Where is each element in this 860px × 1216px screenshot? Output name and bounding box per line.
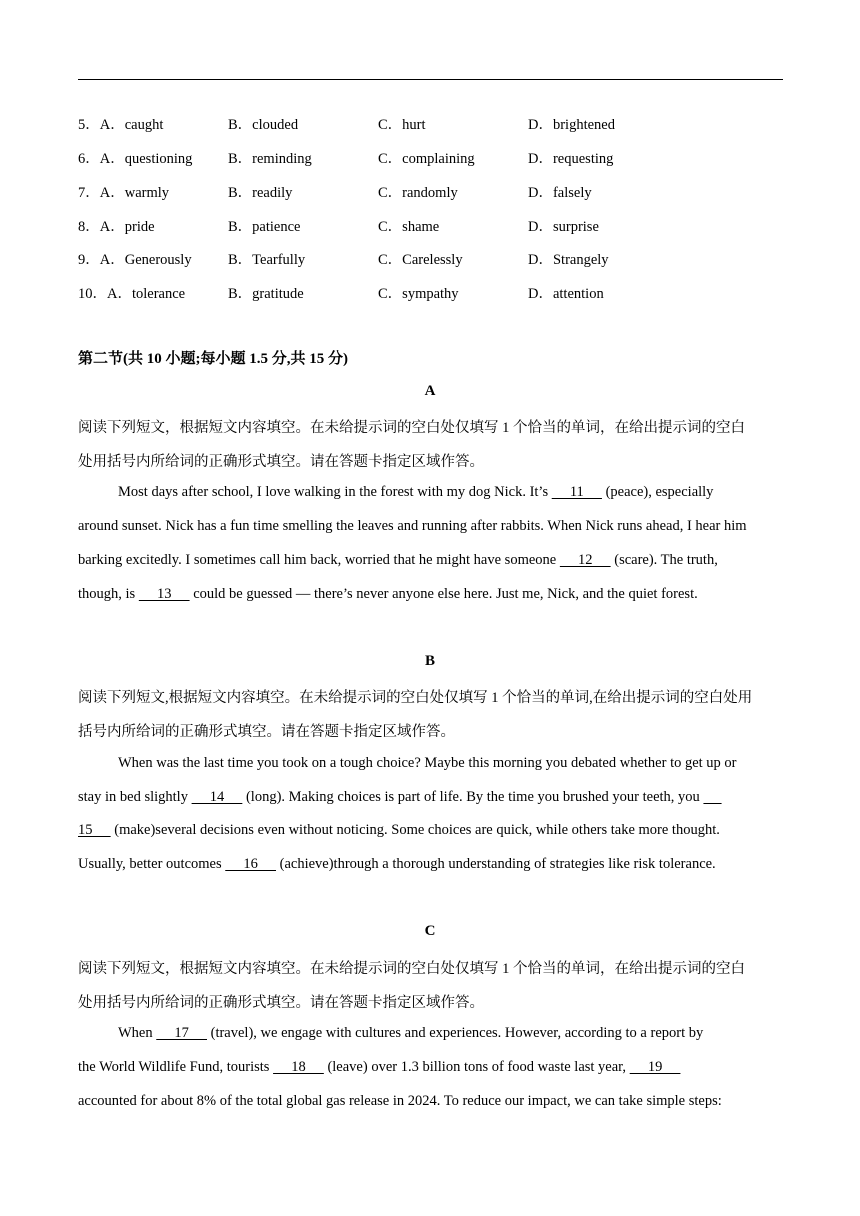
blank-13: 13 (138, 586, 190, 602)
part-c-text-line-2 (78, 1059, 680, 1076)
blank-16: 16 (225, 856, 276, 872)
option-d: D．Strangely (528, 252, 609, 268)
option-a (78, 215, 155, 236)
blank-15-start (703, 789, 721, 806)
part-a-instruction-line-2: 处用括号内所给词的正确形式填空。请在答题卡指定区域作答。 (78, 454, 484, 470)
part-c-heading: C (424, 923, 436, 939)
option-d: D．falsely (528, 185, 592, 201)
question-number: 6．A． (78, 151, 125, 167)
option-a (78, 248, 192, 269)
text: (achieve)through a thorough understanding of strategies like risk tolerance. (276, 856, 716, 872)
option-d: D．requesting (528, 151, 614, 167)
part-a-text-line-4 (78, 586, 698, 603)
question-number: 5．A． (78, 117, 125, 133)
text: (travel), we engage with cultures and experiences. However, according to a report by (207, 1025, 704, 1041)
option-c: C．randomly (378, 185, 458, 201)
option-c: C．complaining (378, 151, 475, 167)
option-a-text: questioning (124, 151, 193, 167)
option-b: B．readily (228, 185, 293, 201)
part-b-text-line-3 (78, 822, 720, 839)
text: stay in bed slightly (78, 789, 192, 805)
part-c-text-line-3: accounted for about 8% of the total global gas release in 2024. To reduce our impact, we can take simple steps: (78, 1093, 722, 1109)
text: could be guessed — there’s never anyone else here. Just me, Nick, and the quiet forest. (189, 586, 698, 602)
blank-19: 19 (629, 1059, 681, 1075)
blank-18: 18 (273, 1059, 324, 1075)
option-a-text: warmly (124, 185, 170, 201)
part-b-text-line-2 (78, 789, 722, 806)
text: Usually, better outcomes (78, 856, 226, 872)
part-b-instruction-line-1: 阅读下列短文,根据短文内容填空。在未给提示词的空白处仅填写 1 个恰当的单词,在给出提示词的空白处用 (78, 690, 753, 706)
blank-17: 17 (156, 1025, 207, 1041)
text: though, is (78, 586, 139, 602)
text: (leave) over 1.3 billion tons of food waste last year, (323, 1059, 630, 1075)
part-b-heading: B (424, 653, 435, 669)
blank-15: 15 (78, 822, 111, 838)
section-title: 第二节(共 10 小题;每小题 1.5 分,共 15 分) (78, 351, 348, 367)
option-c: C．sympathy (378, 286, 459, 302)
part-b-text-line-4 (78, 856, 716, 873)
header-rule (78, 79, 783, 80)
text: barking excitedly. I sometimes call him back, worried that he might have someone (78, 552, 560, 568)
option-d: D．brightened (528, 117, 615, 133)
text: When (118, 1025, 157, 1041)
option-b: B．clouded (228, 117, 299, 133)
option-c: C．hurt (378, 117, 426, 133)
part-c-instruction-line-1: 阅读下列短文，根据短文内容填空。在未给提示词的空白处仅填写 1 个恰当的单词，在给出提示词的空白 (78, 961, 745, 977)
option-c: C．Carelessly (378, 252, 463, 268)
option-b: B．reminding (228, 151, 312, 167)
option-b: B．gratitude (228, 286, 304, 302)
part-a-text-line-3 (78, 552, 718, 569)
text: Most days after school, I love walking in the forest with my dog Nick. It’s (118, 484, 552, 500)
part-a-text-line-1 (118, 484, 713, 501)
question-number: 9．A． (78, 252, 125, 268)
text: (peace), especially (601, 484, 714, 500)
option-d: D．attention (528, 286, 604, 302)
option-a-text: Generously (124, 252, 192, 268)
part-a-heading: A (424, 383, 436, 399)
blank-14: 14 (191, 789, 243, 805)
option-d: D．surprise (528, 219, 599, 235)
option-a (78, 113, 163, 134)
option-b: B．Tearfully (228, 252, 306, 268)
text: the World Wildlife Fund, tourists (78, 1059, 274, 1075)
option-c: C．shame (378, 219, 440, 235)
blank-12: 12 (559, 552, 611, 568)
part-b-text-line-1: When was the last time you took on a tough choice? Maybe this morning you debated whether to get up or (118, 755, 737, 771)
option-a-text: tolerance (131, 286, 186, 302)
text: (scare). The truth, (610, 552, 718, 568)
part-c-text-line-1 (118, 1025, 703, 1042)
question-number: 7．A． (78, 185, 125, 201)
question-number: 10．A． (78, 286, 132, 302)
option-a (78, 147, 192, 168)
part-c-instruction-line-2: 处用括号内所给词的正确形式填空。请在答题卡指定区域作答。 (78, 995, 484, 1011)
blank-11: 11 (551, 484, 602, 500)
question-number: 8．A． (78, 219, 125, 235)
option-a-text: caught (124, 117, 164, 133)
option-b: B．patience (228, 219, 301, 235)
text: (make)several decisions even without noticing. Some choices are quick, while others take more thought. (110, 822, 720, 838)
option-a (78, 181, 169, 202)
part-a-text-line-2: around sunset. Nick has a fun time smelling the leaves and running after rabbits. When Nick runs ahead, I hear him (78, 518, 747, 534)
text: (long). Making choices is part of life. By the time you brushed your teeth, you (242, 789, 704, 805)
option-a-text: pride (124, 219, 155, 235)
part-a-instruction-line-1: 阅读下列短文，根据短文内容填空。在未给提示词的空白处仅填写 1 个恰当的单词，在给出提示词的空白 (78, 420, 745, 436)
part-b-instruction-line-2: 括号内所给词的正确形式填空。请在答题卡指定区域作答。 (78, 724, 455, 740)
option-a (78, 282, 185, 303)
